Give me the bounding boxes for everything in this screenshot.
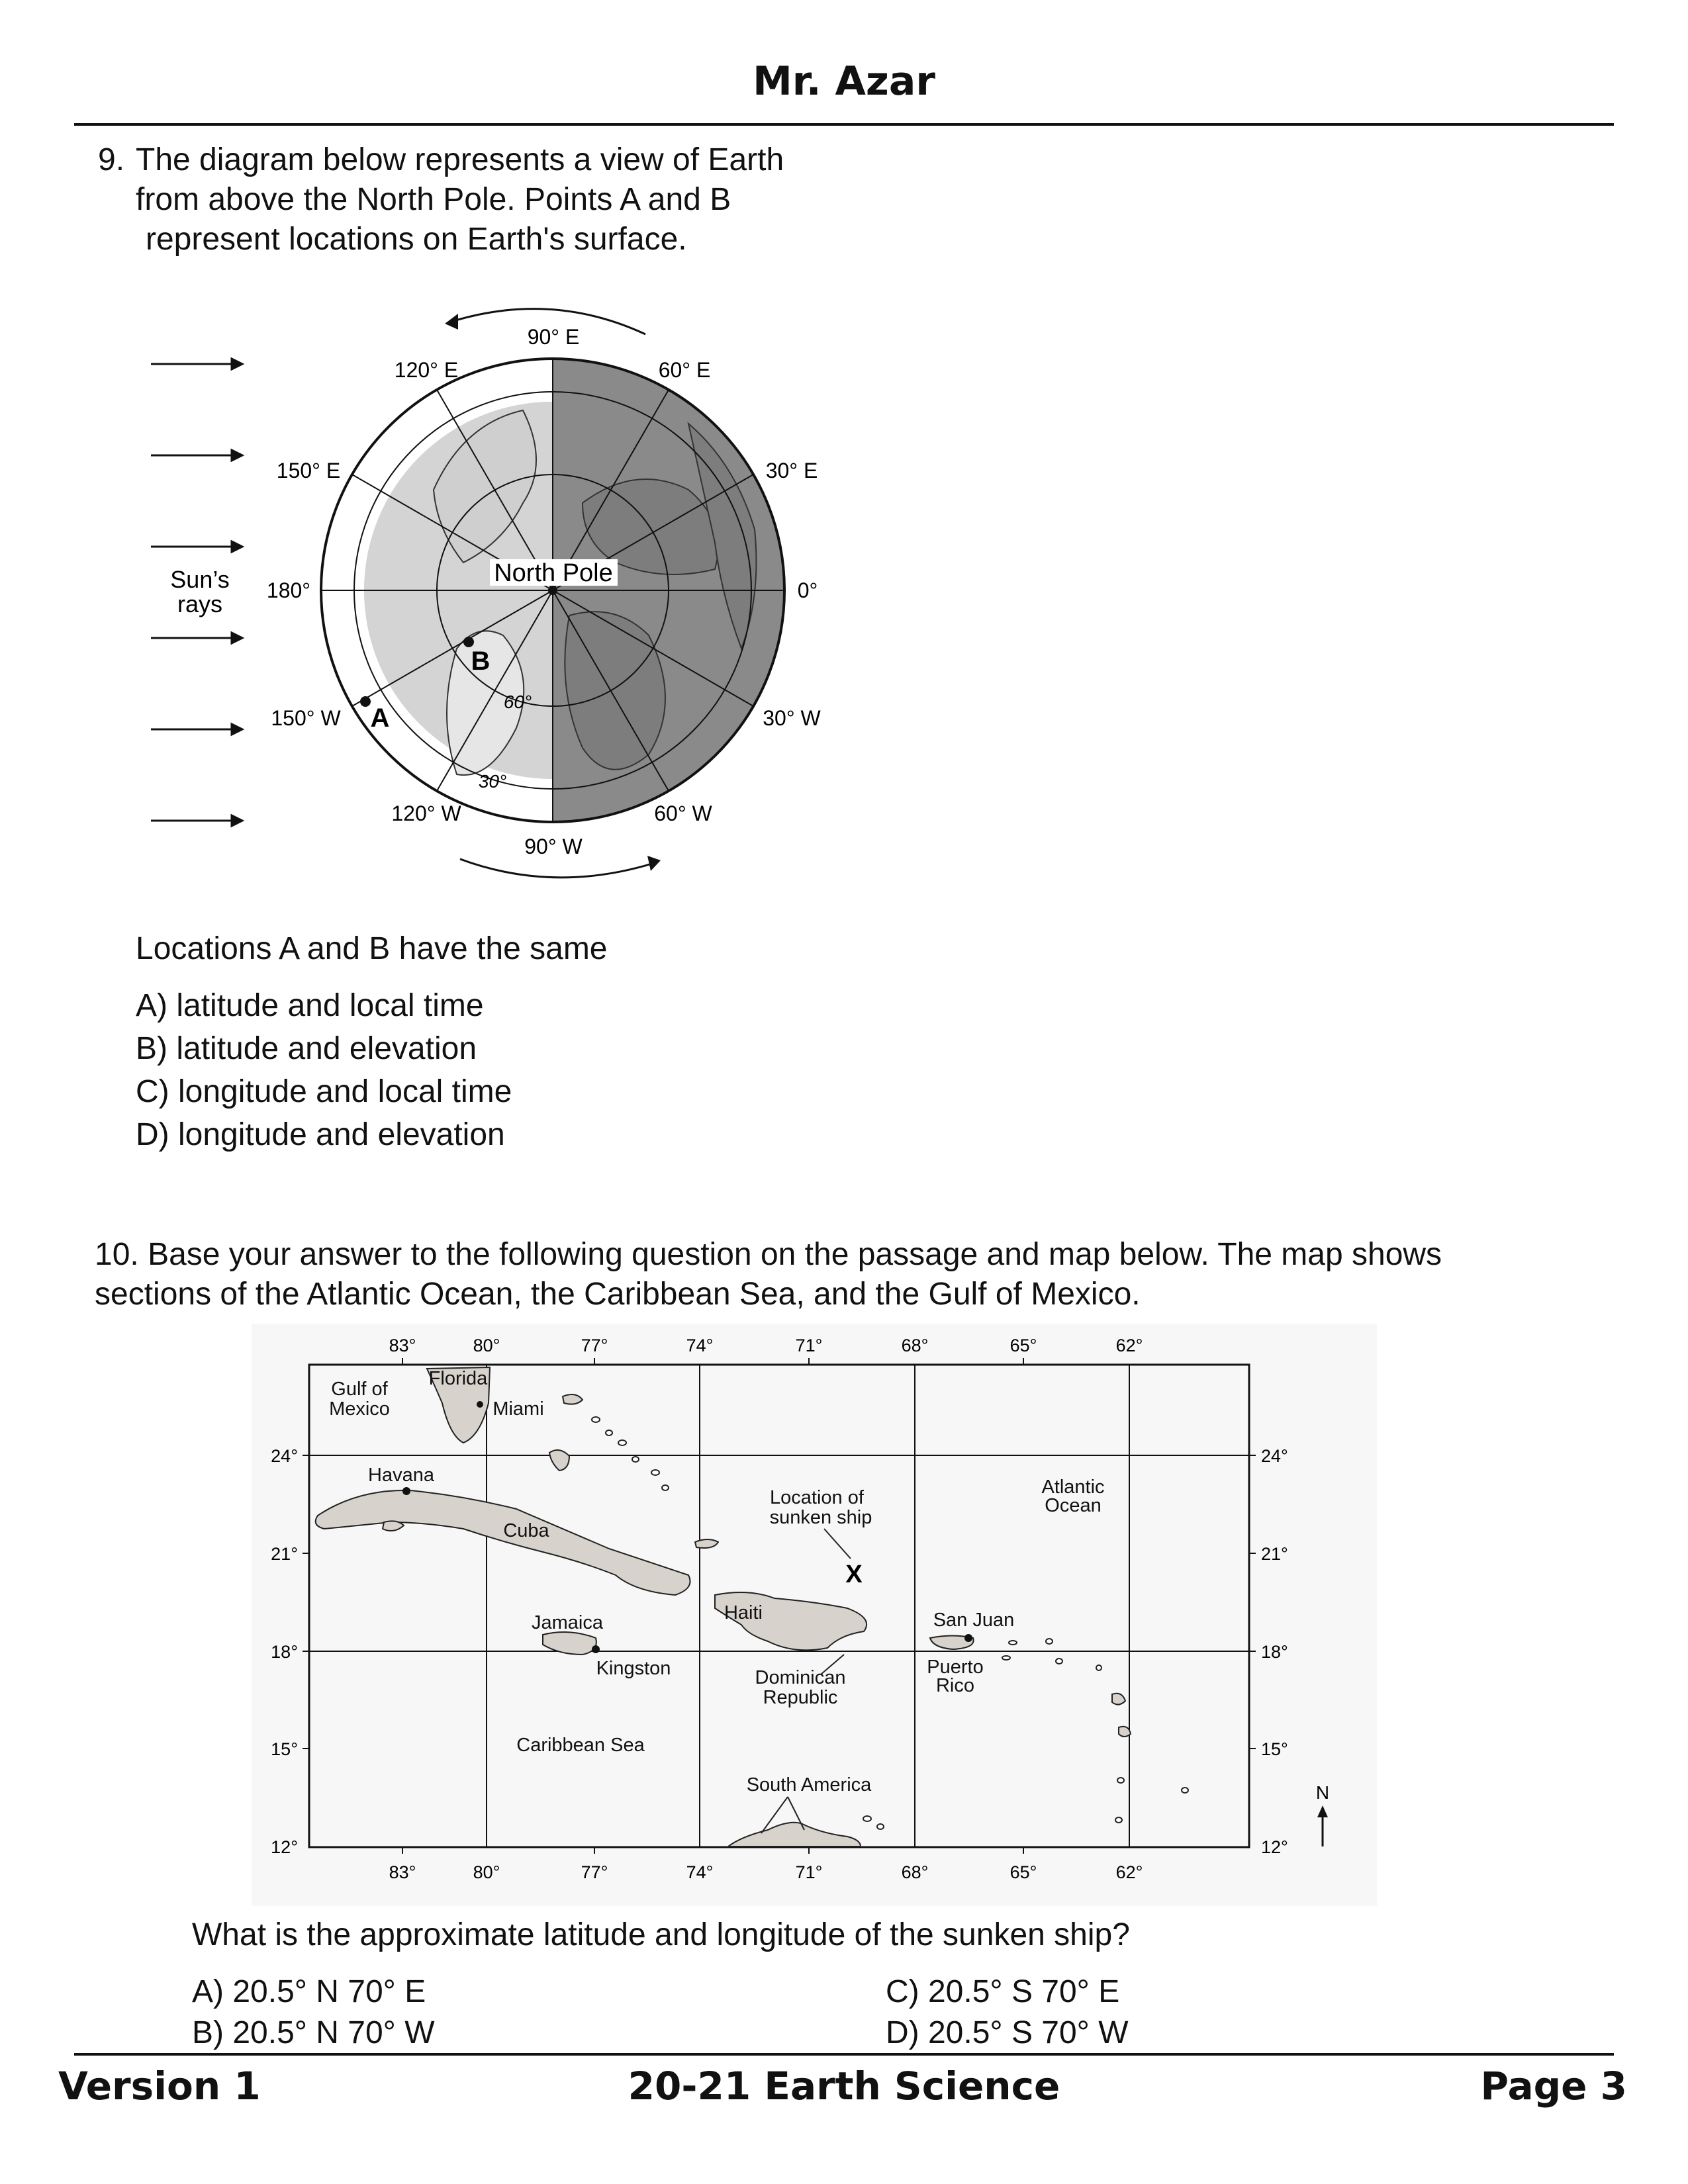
q10-choice-d[interactable]: D) 20.5° S 70° W [886, 2015, 1129, 2050]
map-ship-mark: X [845, 1561, 863, 1588]
q9-choice-a[interactable]: A) latitude and local time [136, 988, 484, 1023]
lon-30e: 30° E [765, 459, 818, 482]
map-lon-top-74: 74° [686, 1336, 714, 1355]
caribbean-map [252, 1324, 1377, 1906]
lon-180: 180° [266, 578, 311, 602]
lon-120e: 120° E [394, 358, 459, 382]
map-lon-bottom-68: 68° [901, 1862, 929, 1882]
sun-label-2: rays [177, 590, 223, 617]
map-south-america: South America [746, 1774, 872, 1796]
map-havana: Havana [368, 1465, 434, 1486]
map-lon-top-80: 80° [473, 1336, 500, 1355]
map-lon-top-65: 65° [1009, 1336, 1037, 1355]
footer-page: Page 3 [1480, 2064, 1627, 2109]
map-san-juan: San Juan [933, 1610, 1015, 1631]
map-lat-right-18: 18° [1261, 1642, 1288, 1662]
map-atlantic-1: Atlantic [1041, 1477, 1105, 1498]
q9-stem-line3: represent locations on Earth's surface. [146, 222, 687, 257]
map-cuba: Cuba [503, 1520, 549, 1541]
lon-60e: 60° E [658, 358, 711, 382]
map-lat-right-12: 12° [1261, 1837, 1288, 1857]
map-gulf-2: Mexico [329, 1398, 390, 1420]
lon-60w: 60° W [654, 801, 712, 825]
map-ship-1: Location of [770, 1487, 864, 1508]
map-lat-right-24: 24° [1261, 1446, 1288, 1466]
q9-choice-d[interactable]: D) longitude and elevation [136, 1117, 505, 1152]
map-lat-left-24: 24° [271, 1446, 298, 1466]
map-lon-top-83: 83° [389, 1336, 416, 1355]
map-ship-2: sunken ship [769, 1507, 872, 1528]
lat-60-label: 60° [503, 692, 532, 712]
q10-choice-a[interactable]: A) 20.5° N 70° E [192, 1974, 426, 2009]
q9-stem-line2: from above the North Pole. Points A and B [136, 182, 731, 217]
q10-choice-c[interactable]: C) 20.5° S 70° E [886, 1974, 1120, 2009]
map-lon-bottom-71: 71° [795, 1862, 823, 1882]
map-haiti: Haiti [724, 1602, 763, 1623]
map-lon-top-62: 62° [1115, 1336, 1143, 1355]
map-lat-left-12: 12° [271, 1837, 298, 1857]
map-lon-bottom-80: 80° [473, 1862, 500, 1882]
map-lat-left-18: 18° [271, 1642, 298, 1662]
sun-label-1: Sun’s [170, 566, 230, 593]
map-lon-bottom-74: 74° [686, 1862, 714, 1882]
map-lat-left-15: 15° [271, 1739, 298, 1759]
lon-150e: 150° E [276, 459, 341, 482]
footer-course: 20-21 Earth Science [628, 2064, 1060, 2109]
lon-0: 0° [797, 578, 818, 602]
q10-intro-line2: sections of the Atlantic Ocean, the Caribbean Sea, and the Gulf of Mexico. [95, 1277, 1141, 1312]
lon-150w: 150° W [271, 706, 341, 730]
map-dominican-2: Republic [763, 1687, 838, 1708]
map-lon-top-77: 77° [581, 1336, 608, 1355]
map-lon-top-68: 68° [901, 1336, 929, 1355]
lat-30-label: 30° [478, 771, 507, 792]
q9-prompt: Locations A and B have the same [136, 931, 608, 966]
lon-90e: 90° E [527, 325, 580, 349]
earth-polar-diagram [132, 291, 861, 900]
map-lon-top-71: 71° [795, 1336, 823, 1355]
map-gulf-1: Gulf of [331, 1379, 388, 1400]
map-lon-bottom-83: 83° [389, 1862, 416, 1882]
rotation-arrow-bottom [460, 859, 652, 878]
map-atlantic-2: Ocean [1045, 1495, 1102, 1516]
footer-version: Version 1 [58, 2064, 261, 2109]
map-puerto-2: Rico [935, 1675, 975, 1696]
map-lon-bottom-65: 65° [1009, 1862, 1037, 1882]
map-miami: Miami [492, 1398, 544, 1420]
map-caribbean: Caribbean Sea [516, 1735, 645, 1756]
map-lon-bottom-77: 77° [581, 1862, 608, 1882]
north-pole-label: North Pole [494, 559, 613, 587]
map-dominican-1: Dominican [755, 1667, 846, 1688]
map-north-label: N [1315, 1782, 1330, 1803]
q10-prompt: What is the approximate latitude and longitude of the sunken ship? [192, 1917, 1130, 1952]
point-b-label: B [471, 647, 491, 676]
map-jamaica: Jamaica [532, 1612, 603, 1633]
north-pole-dot [548, 586, 557, 595]
map-lat-left-21: 21° [271, 1544, 298, 1564]
q9-stem-line1: The diagram below represents a view of Earth [136, 142, 784, 177]
q10-choice-b[interactable]: B) 20.5° N 70° W [192, 2015, 435, 2050]
lon-120w: 120° W [391, 801, 461, 825]
point-a-label: A [370, 704, 390, 733]
map-florida: Florida [428, 1368, 488, 1389]
q9-choice-b[interactable]: B) latitude and elevation [136, 1031, 477, 1066]
header-rule [74, 123, 1614, 126]
map-kingston: Kingston [596, 1658, 671, 1679]
footer-rule [74, 2053, 1614, 2056]
point-b-dot [463, 637, 474, 647]
lon-30w: 30° W [763, 706, 821, 730]
map-lat-right-15: 15° [1261, 1739, 1288, 1759]
map-lat-right-21: 21° [1261, 1544, 1288, 1564]
lon-90w: 90° W [524, 835, 583, 858]
header-teacher: Mr. Azar [753, 58, 935, 105]
q9-choice-c[interactable]: C) longitude and local time [136, 1074, 512, 1109]
map-puerto-1: Puerto [927, 1657, 984, 1678]
map-lon-bottom-62: 62° [1115, 1862, 1143, 1882]
point-a-dot [360, 696, 371, 707]
q9-number: 9. [98, 142, 125, 177]
q10-intro-line1: 10. Base your answer to the following question on the passage and map below. The map shows [95, 1237, 1442, 1272]
